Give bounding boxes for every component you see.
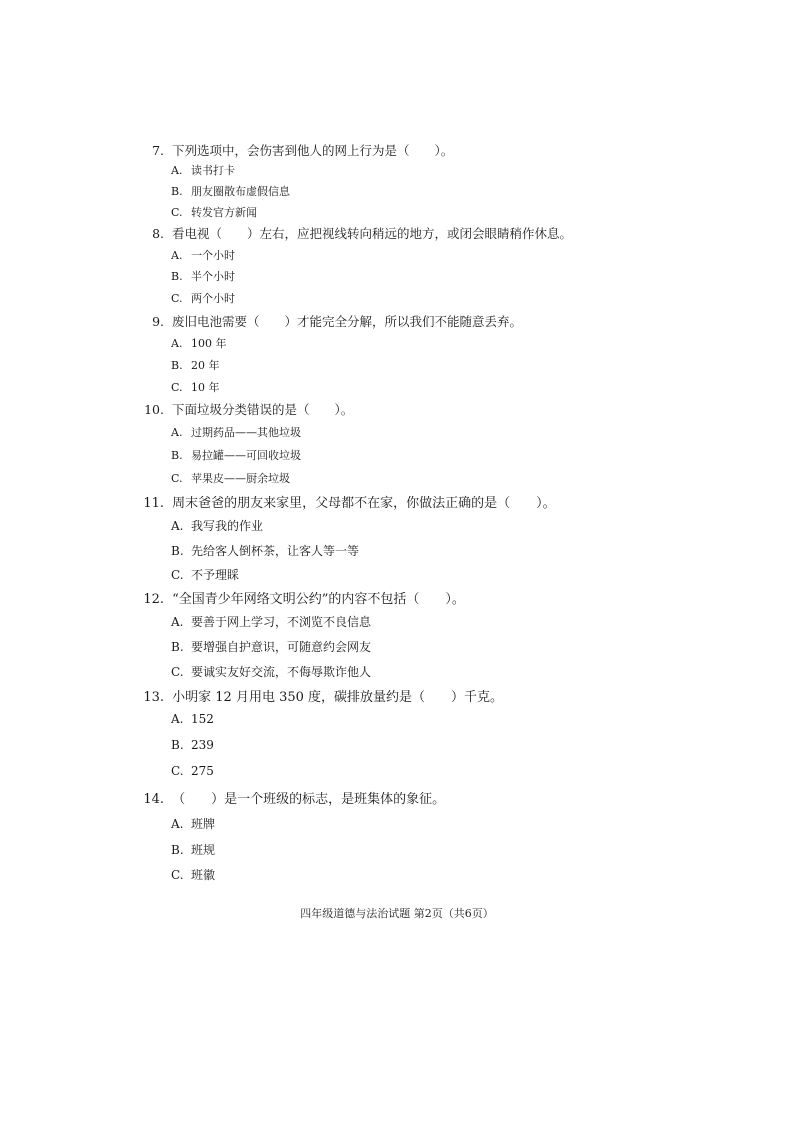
option-c bbox=[171, 866, 215, 883]
option-text: 班规 bbox=[191, 843, 216, 857]
question-number: 9. bbox=[152, 314, 164, 329]
option-a bbox=[171, 517, 263, 534]
option-text: 班徽 bbox=[191, 868, 216, 882]
option-text: 要诚实友好交流，不侮辱欺诈他人 bbox=[191, 665, 372, 679]
option-c bbox=[171, 290, 235, 306]
option-letter: C. bbox=[171, 472, 183, 485]
question-text: “全国青少年网络文明公约”的内容不包括（ ）。 bbox=[172, 592, 465, 607]
question-stem bbox=[150, 224, 572, 242]
option-letter: C. bbox=[171, 292, 183, 305]
option-c bbox=[171, 663, 371, 680]
option-letter: C. bbox=[171, 568, 184, 582]
question-number: 11. bbox=[143, 496, 164, 511]
option-letter: C. bbox=[171, 665, 184, 679]
option-letter: B. bbox=[171, 640, 184, 654]
option-a bbox=[171, 815, 215, 832]
question-number: 8. bbox=[152, 226, 164, 241]
option-text: 20 年 bbox=[191, 359, 220, 372]
option-c bbox=[171, 379, 220, 395]
option-letter: C. bbox=[171, 764, 184, 778]
option-letter: B. bbox=[171, 544, 184, 558]
option-c bbox=[171, 566, 239, 583]
option-text: 两个小时 bbox=[191, 292, 235, 305]
question-number: 7. bbox=[152, 143, 164, 158]
option-letter: A. bbox=[171, 164, 183, 177]
question-stem bbox=[141, 588, 465, 607]
option-c bbox=[171, 470, 290, 486]
question-text: 周末爸爸的朋友来家里，父母都不在家，你做法正确的是（ ）。 bbox=[172, 496, 556, 511]
option-letter: C. bbox=[171, 206, 183, 219]
option-text: 275 bbox=[191, 764, 214, 778]
option-text: 一个小时 bbox=[191, 249, 235, 262]
option-b bbox=[171, 738, 214, 752]
option-b bbox=[171, 542, 359, 559]
option-text: 10 年 bbox=[191, 381, 220, 394]
option-c bbox=[171, 204, 257, 220]
option-b bbox=[171, 841, 215, 858]
option-b bbox=[171, 268, 235, 284]
question-text: 下列选项中，会伤害到他人的网上行为是（ ）。 bbox=[171, 143, 454, 158]
option-letter: A. bbox=[171, 249, 183, 262]
option-letter: C. bbox=[171, 381, 183, 394]
option-letter: B. bbox=[171, 359, 183, 372]
option-letter: A. bbox=[171, 519, 184, 533]
option-text: 班牌 bbox=[191, 817, 216, 831]
question-number: 10. bbox=[144, 402, 164, 417]
question-number: 14. bbox=[143, 792, 164, 807]
option-letter: A. bbox=[171, 337, 183, 350]
option-a bbox=[171, 335, 227, 351]
option-a bbox=[171, 247, 235, 263]
question-stem bbox=[141, 400, 353, 418]
option-text: 读书打卡 bbox=[191, 164, 235, 177]
option-letter: B. bbox=[171, 449, 183, 462]
question-stem bbox=[150, 141, 453, 159]
option-letter: A. bbox=[171, 426, 183, 439]
option-a bbox=[171, 424, 301, 440]
option-a bbox=[171, 712, 214, 726]
option-letter: B. bbox=[171, 270, 183, 283]
option-text: 要善于网上学习，不浏览不良信息 bbox=[191, 615, 372, 629]
option-text: 苹果皮——厨余垃圾 bbox=[191, 472, 290, 485]
option-b bbox=[171, 357, 220, 373]
question-text: 小明家 12 月用电 350 度，碳排放量约是（ ）千克。 bbox=[172, 690, 504, 705]
question-stem bbox=[150, 312, 522, 330]
option-b bbox=[171, 447, 301, 463]
option-text: 239 bbox=[191, 738, 214, 752]
option-letter: B. bbox=[171, 738, 184, 752]
option-letter: B. bbox=[171, 843, 184, 857]
question-text: （ ）是一个班级的标志，是班集体的象征。 bbox=[172, 792, 446, 807]
option-letter: C. bbox=[171, 868, 184, 882]
option-b bbox=[171, 638, 371, 655]
option-letter: A. bbox=[171, 712, 184, 726]
question-number: 12. bbox=[143, 592, 164, 607]
option-text: 过期药品——其他垃圾 bbox=[191, 426, 301, 439]
option-text: 要增强自护意识，可随意约会网友 bbox=[191, 640, 372, 654]
question-stem bbox=[141, 686, 503, 705]
question-text: 下面垃圾分类错误的是（ ）。 bbox=[171, 402, 354, 417]
option-text: 不予理睬 bbox=[191, 568, 240, 582]
option-b bbox=[171, 183, 290, 199]
option-text: 我写我的作业 bbox=[191, 519, 264, 533]
option-a bbox=[171, 162, 235, 178]
option-a bbox=[171, 613, 371, 630]
option-text: 先给客人倒杯茶，让客人等一等 bbox=[191, 544, 360, 558]
question-stem bbox=[141, 492, 556, 511]
page-footer: 四年级道德与法治试题 第2页（共6页） bbox=[300, 907, 494, 920]
option-letter: A. bbox=[171, 817, 184, 831]
question-text: 看电视（ ）左右，应把视线转向稍远的地方，或闭会眼睛稍作休息。 bbox=[171, 226, 572, 241]
option-c bbox=[171, 764, 214, 778]
option-text: 100 年 bbox=[191, 337, 227, 350]
option-text: 易拉罐——可回收垃圾 bbox=[191, 449, 301, 462]
option-text: 152 bbox=[191, 712, 214, 726]
option-text: 半个小时 bbox=[191, 270, 235, 283]
question-text: 废旧电池需要（ ）才能完全分解，所以我们不能随意丢弃。 bbox=[171, 314, 522, 329]
question-number: 13. bbox=[143, 690, 164, 705]
option-text: 转发官方新闻 bbox=[191, 206, 257, 219]
question-stem bbox=[141, 788, 445, 807]
option-text: 朋友圈散布虚假信息 bbox=[191, 185, 290, 198]
option-letter: B. bbox=[171, 185, 183, 198]
option-letter: A. bbox=[171, 615, 184, 629]
